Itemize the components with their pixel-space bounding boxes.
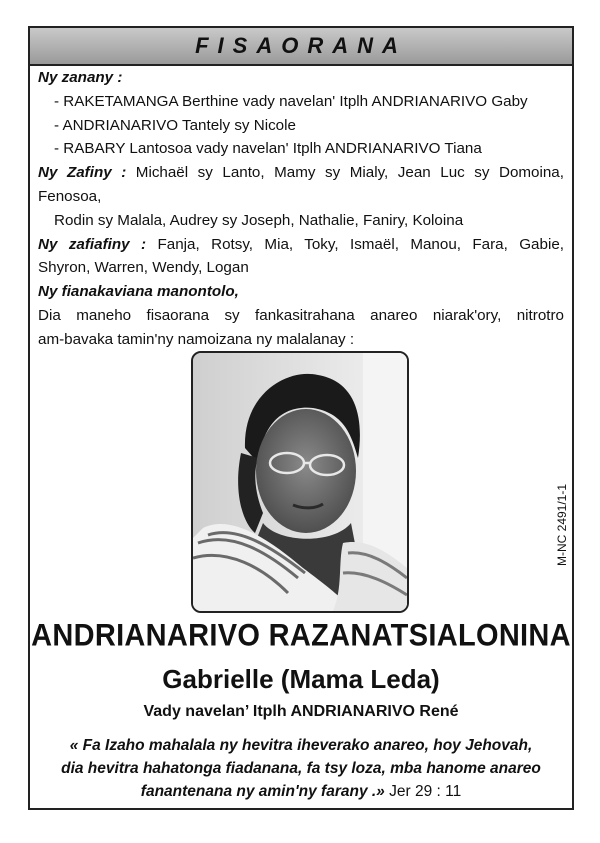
grandchildren-line <box>38 161 564 185</box>
verse-line-3-text: fanantenana ny amin'ny farany .» <box>140 783 385 800</box>
verse-line-3 <box>40 780 562 803</box>
verse-line-2: dia hevitra hahatonga fiadanana, fa tsy loza, mba hanome anareo <box>61 760 541 777</box>
great-grandchildren-names-2: Shyron, Warren, Wendy, Logan <box>38 259 249 277</box>
family-label: Ny fianakaviana manontolo, <box>38 283 239 301</box>
ad-code-text: M-NC 2491/1-1 <box>555 483 569 567</box>
deceased-surname: ANDRIANARIVO RAZANATSIALONINA <box>31 618 571 654</box>
portrait-photo-icon <box>191 351 409 613</box>
deceased-spouse: Vady navelan’ Itplh ANDRIANARIVO René <box>143 703 459 720</box>
verse-line-1: « Fa Izaho mahalala ny hevitra iheverako anareo, hoy Jehovah, <box>69 737 533 754</box>
great-grandchildren-names-1: Fanja, Rotsy, Mia, Toky, Ismaël, Manou, Fara, Gabie, <box>157 235 564 253</box>
grandchildren-names-3: Rodin sy Malala, Audrey sy Joseph, Nathalie, Faniry, Koloina <box>54 211 464 229</box>
children-label: Ny zanany : <box>38 69 123 86</box>
grandchildren-label: Ny Zafiny : <box>38 164 127 182</box>
announcement-frame <box>28 26 574 810</box>
header-bar <box>30 28 572 66</box>
thanks-text-2: am-bavaka tamin'ny namoizana ny malalanay : <box>38 330 355 348</box>
great-grandchildren-line <box>38 233 564 257</box>
grandchildren-names-2: Fenosoa, <box>38 187 102 205</box>
child-item: - ANDRIANARIVO Tantely sy Nicole <box>54 116 296 134</box>
verse-reference: Jer 29 : 11 <box>389 783 462 800</box>
announcement-body <box>38 66 564 352</box>
ad-code <box>552 465 572 585</box>
great-grandchildren-label: Ny zafiafiny : <box>38 235 147 253</box>
child-item: - RAKETAMANGA Berthine vady navelan' Itplh ANDRIANARIVO Gaby <box>54 92 528 110</box>
grandchildren-names-1: Michaël sy Lanto, Mamy sy Mialy, Jean Luc sy Domoina, <box>135 164 564 182</box>
header-title: FISAORANA <box>195 33 407 58</box>
child-item: - RABARY Lantosoa vady navelan' Itplh ANDRIANARIVO Tiana <box>54 140 482 158</box>
bible-verse <box>40 734 562 803</box>
thanks-text-1: Dia maneho fisaorana sy fankasitrahana anareo niarak'ory, nitrotro <box>38 306 564 324</box>
deceased-given-name: Gabrielle (Mama Leda) <box>162 664 440 694</box>
